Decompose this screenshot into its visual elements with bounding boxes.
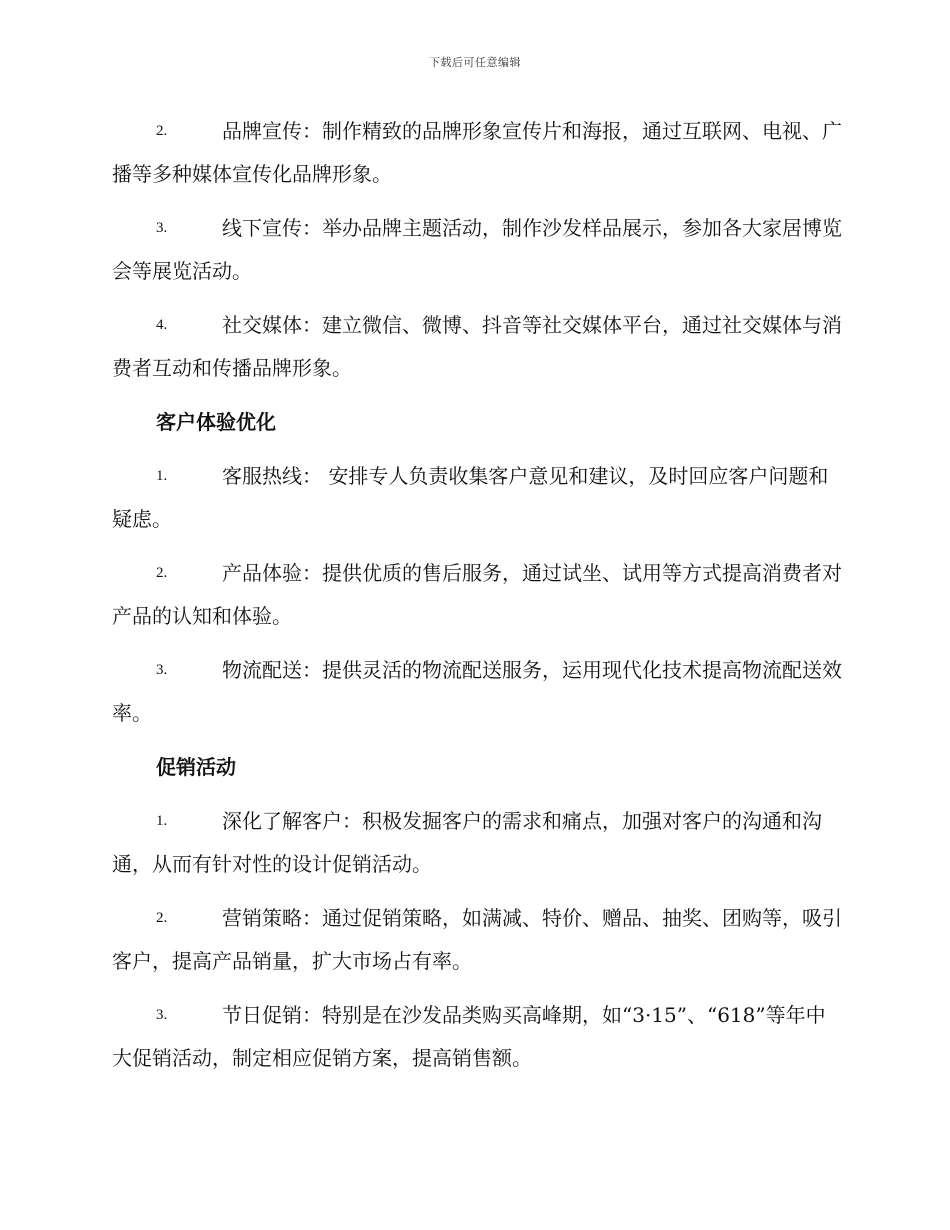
list-item-number: 3.: [156, 220, 168, 236]
list-item-number: 1.: [156, 468, 168, 484]
list-item: [112, 110, 842, 196]
list-item: [112, 800, 842, 886]
list-item-text: 营销策略：通过促销策略，如满减、特价、赠品、抽奖、团购等，吸引客户，提高产品销量，扩大市场占有率。: [112, 906, 842, 973]
list-item: [112, 649, 842, 735]
list-item-text: 深化了解客户：积极发掘客户的需求和痛点，加强对客户的沟通和沟通，从而有针对性的设计促销活动。: [112, 809, 822, 876]
list-item: [112, 455, 842, 541]
list-item-text: 社交媒体：建立微信、微博、抖音等社交媒体平台，通过社交媒体与消费者互动和传播品牌形象。: [112, 313, 842, 380]
section-heading-customer-experience: 客户体验优化: [156, 410, 276, 434]
list-item-text: 线下宣传：举办品牌主题活动，制作沙发样品展示，参加各大家居博览会等展览活动。: [112, 216, 842, 283]
list-item-number: 2.: [156, 565, 168, 581]
list-item-text: 客服热线： 安排专人负责收集客户意见和建议，及时回应客户问题和疑虑。: [112, 464, 829, 531]
list-item: [112, 304, 842, 390]
list-item: [112, 897, 842, 983]
list-item: [112, 994, 842, 1080]
list-item-number: 4.: [156, 317, 168, 333]
section-heading-promotion: 促销活动: [156, 755, 236, 779]
list-item-number: 3.: [156, 1007, 168, 1023]
list-item-number: 1.: [156, 813, 168, 829]
list-item: [112, 552, 842, 638]
list-item-number: 2.: [156, 910, 168, 926]
list-item-text: 产品体验：提供优质的售后服务，通过试坐、试用等方式提高消费者对产品的认知和体验。: [112, 561, 842, 628]
list-item-text: 品牌宣传：制作精致的品牌形象宣传片和海报，通过互联网、电视、广播等多种媒体宣传化品牌形象。: [112, 119, 842, 186]
list-item-number: 3.: [156, 662, 168, 678]
list-item-text: 节日促销：特别是在沙发品类购买高峰期，如“3·15”、“618”等年中大促销活动，制定相应促销方案，提高销售额。: [112, 1003, 826, 1070]
document-body: [112, 110, 842, 1091]
list-item: [112, 207, 842, 293]
list-item-text: 物流配送：提供灵活的物流配送服务，运用现代化技术提高物流配送效率。: [112, 658, 842, 725]
list-item-number: 2.: [156, 123, 168, 139]
page-header-note: 下载后可任意编辑: [429, 56, 521, 69]
